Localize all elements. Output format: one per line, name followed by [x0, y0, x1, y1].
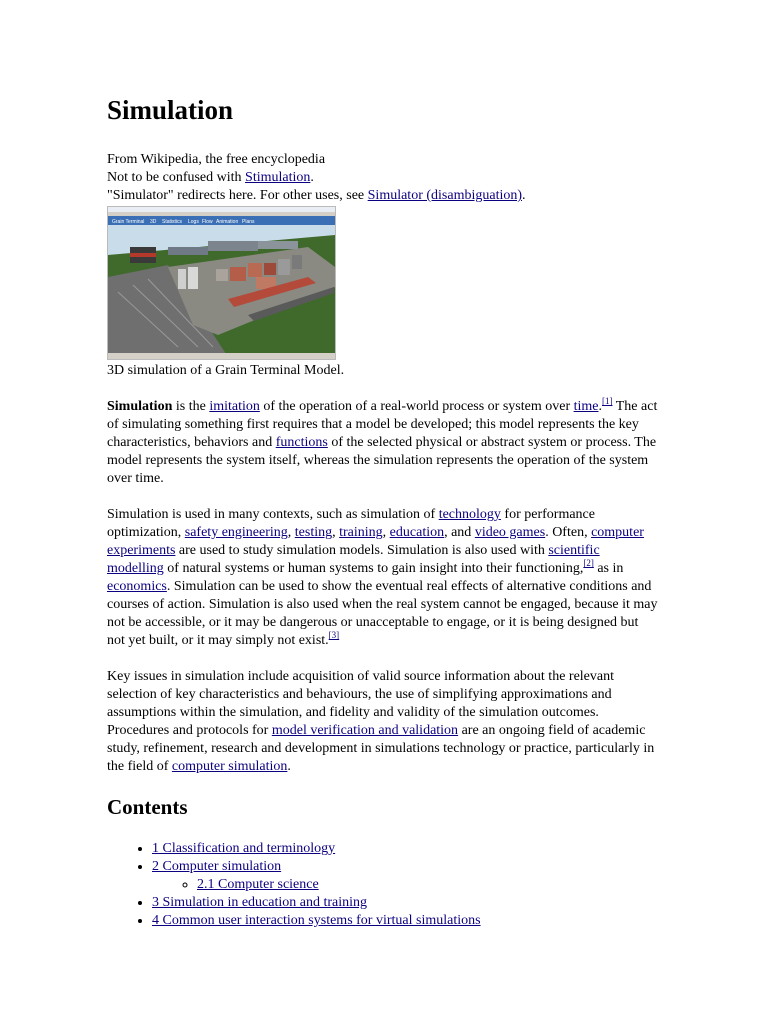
- reference-2-link[interactable]: [2]: [583, 558, 594, 568]
- toc-link-computer-science[interactable]: 2.1 Computer science: [197, 877, 319, 892]
- bold-term: Simulation: [107, 399, 173, 414]
- hatnote-redirect: [107, 187, 659, 205]
- scientific-modelling-link[interactable]: scientific modelling: [107, 543, 600, 576]
- stimulation-link[interactable]: Stimulation: [245, 170, 311, 185]
- testing-link[interactable]: testing: [294, 525, 333, 540]
- contents-list: [107, 840, 659, 930]
- technology-link[interactable]: technology: [438, 507, 501, 522]
- article-content: [107, 92, 659, 930]
- image-toolbar-item: Plans: [242, 219, 255, 225]
- text-run: of the selected physical or abstract system or process. The model represents the system itself, whereas the simulation represents the operation of the system over time.: [107, 435, 657, 486]
- hatnote-text: Not to be confused with: [107, 170, 246, 185]
- image-toolbar-title: Grain Terminal: [112, 219, 145, 225]
- text-run: ,: [332, 525, 340, 540]
- text-run: are used to study simulation models. Simulation is also used with: [175, 543, 549, 558]
- text-run: Simulation is used in many contexts, such as simulation of: [107, 507, 439, 522]
- toc-item: [152, 912, 659, 930]
- time-link[interactable]: time: [573, 399, 599, 414]
- model-verification-link[interactable]: model verification and validation: [271, 723, 459, 738]
- hatnote-not-confused: [107, 169, 659, 187]
- text-run: .: [287, 759, 291, 774]
- grain-terminal-3d-render: [108, 207, 335, 359]
- toc-item: [197, 876, 659, 894]
- text-run: is the: [172, 399, 210, 414]
- training-link[interactable]: training: [339, 525, 383, 540]
- imitation-link[interactable]: imitation: [209, 399, 260, 414]
- text-run: ,: [287, 525, 295, 540]
- simulator-disambiguation-link[interactable]: Simulator (disambiguation): [367, 188, 523, 203]
- intro-paragraph: [107, 398, 659, 488]
- image-caption: 3D simulation of a Grain Terminal Model.: [107, 363, 345, 378]
- text-run: , and: [444, 525, 475, 540]
- economics-link[interactable]: economics: [107, 579, 167, 594]
- toc-item: [152, 840, 659, 858]
- from-line: From Wikipedia, the free encyclopedia: [107, 152, 326, 167]
- text-run: of the operation of a real-world process or system over: [259, 399, 574, 414]
- reference-1-link[interactable]: [1]: [602, 396, 613, 406]
- toc-link-classification[interactable]: 1 Classification and terminology: [152, 841, 336, 856]
- key-issues-paragraph: [107, 668, 659, 776]
- text-run: . Simulation can be used to show the eventual real effects of alternative conditions and courses of action. Simulation is also used when the real system cannot be engaged, because it may not be accessible, or it may be dangerous or unacceptable to engage, or it is being designed but not yet built, or it may simply not exist.: [107, 579, 658, 648]
- computer-simulation-link[interactable]: computer simulation: [171, 759, 288, 774]
- reference-3-link[interactable]: [3]: [328, 630, 340, 640]
- toc-item: [152, 858, 659, 894]
- safety-engineering-link[interactable]: safety engineering: [184, 525, 288, 540]
- text-run: The act of simulating something first requires that a model be developed; this model represents the key characteristics, behaviors and: [107, 399, 658, 450]
- toc-link-user-interaction[interactable]: 4 Common user interaction systems for virtual simulations: [152, 913, 481, 928]
- hatnote-punct: .: [310, 170, 314, 185]
- image-toolbar-item: Logs: [188, 219, 199, 225]
- toc-item: [152, 894, 659, 912]
- education-link[interactable]: education: [389, 525, 445, 540]
- page-title: Simulation: [107, 95, 234, 125]
- text-run: for performance optimization,: [107, 507, 595, 540]
- image-toolbar-item: Animation: [216, 219, 239, 225]
- uses-paragraph: [107, 506, 659, 650]
- toc-link-education-training[interactable]: 3 Simulation in education and training: [152, 895, 368, 910]
- image-toolbar-item: Flow: [202, 219, 213, 225]
- text-run: are an ongoing field of academic study, refinement, research and development in simulations technology or practice, particularly in the field of: [107, 723, 655, 774]
- hatnote-punct: .: [522, 188, 526, 203]
- text-run: ,: [382, 525, 390, 540]
- toc-sublist: [152, 876, 659, 894]
- text-run: . Often,: [545, 525, 592, 540]
- image-toolbar-item: 3D: [150, 219, 157, 225]
- grain-terminal-image[interactable]: [107, 206, 336, 360]
- text-run: of natural systems or human systems to gain insight into their functioning,: [163, 561, 584, 576]
- toc-link-computer-simulation[interactable]: 2 Computer simulation: [152, 859, 282, 874]
- text-run: .: [598, 399, 602, 414]
- video-games-link[interactable]: video games: [474, 525, 546, 540]
- computer-experiments-link[interactable]: computer experiments: [107, 525, 644, 558]
- image-toolbar-item: Statistics: [162, 219, 183, 225]
- text-run: as in: [593, 561, 624, 576]
- functions-link[interactable]: functions: [275, 435, 328, 450]
- text-run: Key issues in simulation include acquisition of valid source information about the relevant selection of key characteristics and behaviours, the use of simplifying approximations and assumptions within the simulation, and fidelity and validity of the simulation outcomes. Procedures and protocols for: [107, 669, 614, 738]
- contents-heading: Contents: [107, 795, 188, 819]
- hatnote-text: "Simulator" redirects here. For other uses, see: [107, 188, 368, 203]
